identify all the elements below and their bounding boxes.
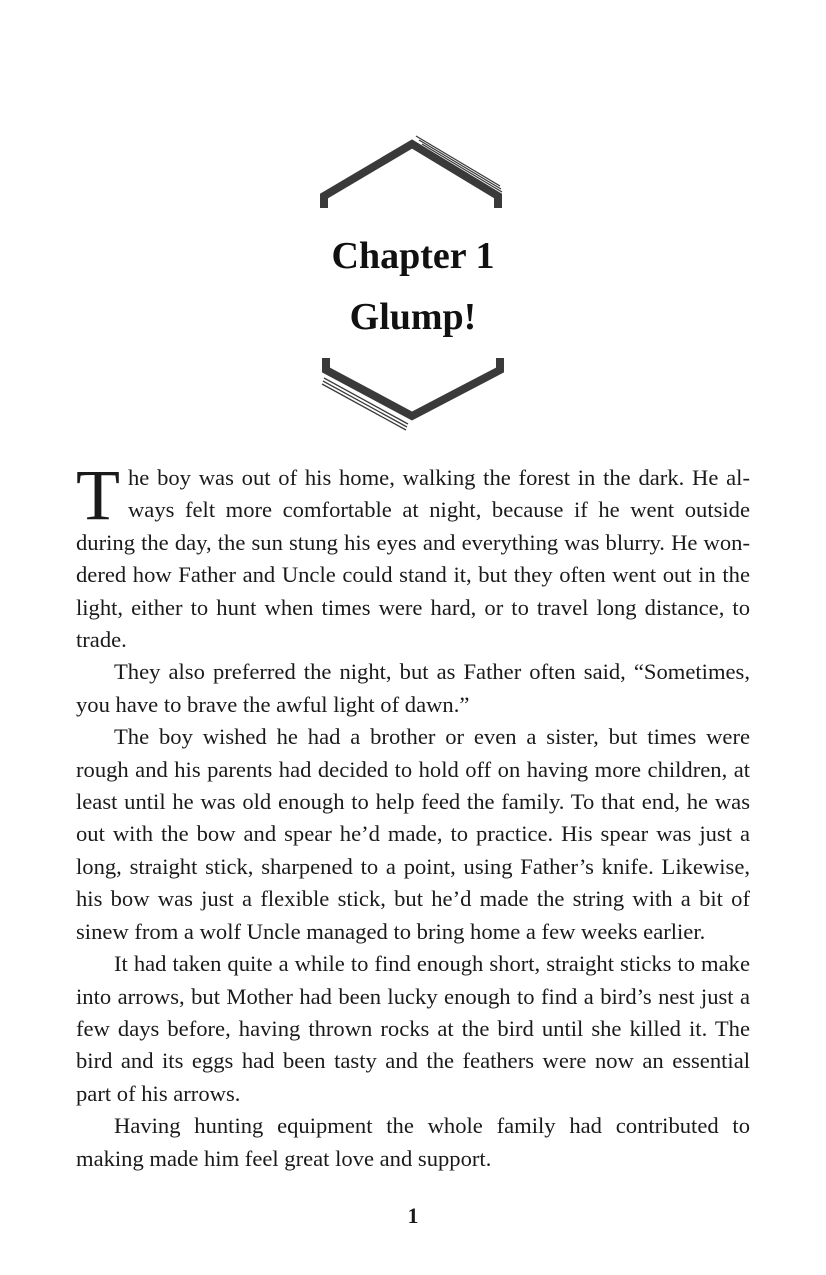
page-number: 1 [407,1203,419,1228]
hexagon-bottom-ornament [300,350,526,440]
paragraph-1 [76,455,750,656]
paragraph-5: Having hunting equipment the whole family had contributed to making made him feel great love and support. [76,1113,750,1171]
paragraph-3: The boy wished he had a brother or even a sister, but times were rough and his parents had decided to hold off on having more children, at least until he was old enough to help feed the family. To that end, he was out with the bow and spear he’d made, to practice. His spear was just a long, straight stick, sharpened to a point, using Father’s knife. Likewise, his bow was just a flexible stick, but he’d made the string with a bit of sinew from a wolf Uncle managed to bring home a few weeks earlier. [76,724,750,944]
drop-cap: T [76,455,120,535]
paragraph-2: They also preferred the night, but as Father often said, “Sometimes, you have to brave the awful light of dawn.” [76,659,750,717]
chapter-number: Chapter 1 [331,235,495,277]
hexagon-top-ornament [300,128,526,218]
paragraph-4: It had taken quite a while to find enough short, straight sticks to make into arrows, but Mother had been lucky enough to find a bird’s nest just a few days before, having thrown rocks at the bird until she killed it. The bird and its eggs had been tasty and the feathers were now an essential part of his arrows. [76,951,750,1106]
chapter-body [76,455,750,1175]
paragraph-1-text: he boy was out of his home, walking the forest in the dark. He always felt more comfortable at night, because if he went outside during the day, the sun stung his eyes and everything was blurry. He wondered how Father and Uncle could stand it, but they often went out in the light, either to hunt when times were hard, or to travel long distance, to trade. [76,465,750,653]
chapter-title: Glump! [349,296,477,338]
